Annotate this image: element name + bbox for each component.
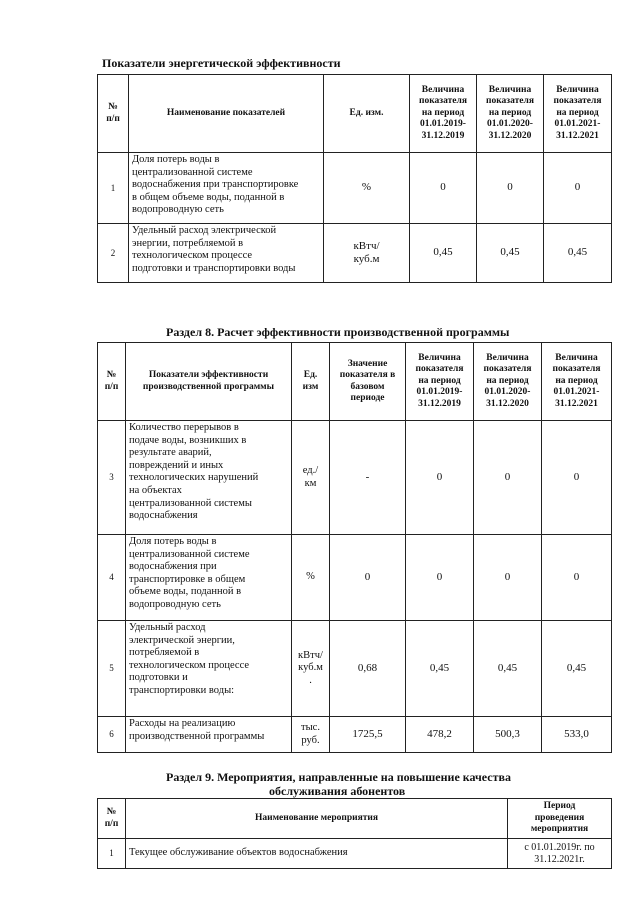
table-row [98, 621, 612, 717]
row-num: 2 [98, 224, 129, 283]
header-period: Период проведения мероприятия [508, 799, 612, 839]
table-header-row [98, 799, 612, 839]
row-unit: % [324, 153, 410, 224]
header-period-2021: Величина показателя на период 01.01.2021- 31.12.2021 [542, 343, 612, 421]
row-name: Количество перерывов в подаче воды, возникших в результате аварий, повреждений и иных технологических нарушений на объектах централизованной системы водоснабжения [126, 421, 292, 535]
table-row [98, 421, 612, 535]
row-value-2021: 0,45 [542, 621, 612, 717]
header-period-2019: Величина показателя на период 01.01.2019- 31.12.2019 [406, 343, 474, 421]
row-value-2020: 0,45 [474, 621, 542, 717]
table-row [98, 535, 612, 621]
row-value-2021: 0 [544, 153, 612, 224]
row-value-2021: 0 [542, 535, 612, 621]
row-name: Удельный расход электрической энергии, потребляемой в технологическом процессе подготовки и транспортировки воды: [126, 621, 292, 717]
header-num: № п/п [98, 75, 129, 153]
row-name: Удельный расход электрической энергии, потребляемой в технологическом процессе подготовки и транспортировки воды [129, 224, 324, 283]
row-value-2021: 0,45 [544, 224, 612, 283]
table-header-row [98, 75, 612, 153]
energy-efficiency-table [97, 74, 612, 283]
header-base-value: Значение показателя в базовом периоде [330, 343, 406, 421]
row-base-value: 0 [330, 535, 406, 621]
program-efficiency-table [97, 342, 612, 753]
row-value-2021: 0 [542, 421, 612, 535]
section9-title-line2: обслуживания абонентов [269, 784, 406, 798]
header-name: Наименование мероприятия [126, 799, 508, 839]
row-name: Доля потерь воды в централизованной системе водоснабжения при транспортировке в общем объеме воды, поданной в водопроводную сеть [126, 535, 292, 621]
row-value-2019: 478,2 [406, 717, 474, 753]
row-num: 6 [98, 717, 126, 753]
row-value-2019: 0,45 [410, 224, 477, 283]
row-value-2021: 533,0 [542, 717, 612, 753]
row-value-2020: 0,45 [477, 224, 544, 283]
row-value-2019: 0,45 [406, 621, 474, 717]
row-name: Доля потерь воды в централизованной системе водоснабжения при транспортировке в общем объеме воды, поданной в водопроводную сеть [129, 153, 324, 224]
header-unit: Ед. изм [292, 343, 330, 421]
table-row [98, 839, 612, 869]
header-name: Показатели эффективности производственной программы [126, 343, 292, 421]
header-num: № п/п [98, 343, 126, 421]
header-num: № п/п [98, 799, 126, 839]
row-num: 3 [98, 421, 126, 535]
table-row [98, 153, 612, 224]
row-base-value: - [330, 421, 406, 535]
header-period-2020: Величина показателя на период 01.01.2020- 31.12.2020 [477, 75, 544, 153]
table-header-row [98, 343, 612, 421]
row-value-2020: 0 [474, 535, 542, 621]
row-unit: % [292, 535, 330, 621]
row-num: 1 [98, 153, 129, 224]
service-quality-table [97, 798, 612, 869]
row-value-2019: 0 [406, 535, 474, 621]
row-num: 1 [98, 839, 126, 869]
row-value-2020: 0 [474, 421, 542, 535]
table-row [98, 717, 612, 753]
row-unit: ед./ км [292, 421, 330, 535]
row-value-2019: 0 [406, 421, 474, 535]
row-num: 4 [98, 535, 126, 621]
row-period: с 01.01.2019г. по 31.12.2021г. [508, 839, 612, 869]
table-row [98, 224, 612, 283]
row-name: Расходы на реализацию производственной программы [126, 717, 292, 753]
row-base-value: 0,68 [330, 621, 406, 717]
row-num: 5 [98, 621, 126, 717]
row-base-value: 1725,5 [330, 717, 406, 753]
header-period-2019: Величина показателя на период 01.01.2019- 31.12.2019 [410, 75, 477, 153]
section8-title: Раздел 8. Расчет эффективности производственной программы [166, 325, 510, 339]
header-name: Наименование показателей [129, 75, 324, 153]
row-value-2020: 500,3 [474, 717, 542, 753]
row-name: Текущее обслуживание объектов водоснабжения [126, 839, 508, 869]
header-period-2021: Величина показателя на период 01.01.2021- 31.12.2021 [544, 75, 612, 153]
row-unit: кВтч/ куб.м . [292, 621, 330, 717]
row-value-2020: 0 [477, 153, 544, 224]
row-unit: тыс. руб. [292, 717, 330, 753]
header-unit: Ед. изм. [324, 75, 410, 153]
section1-title: Показатели энергетической эффективности [102, 56, 341, 70]
header-period-2020: Величина показателя на период 01.01.2020- 31.12.2020 [474, 343, 542, 421]
row-value-2019: 0 [410, 153, 477, 224]
section9-title-line1: Раздел 9. Мероприятия, направленные на повышение качества [166, 770, 511, 784]
row-unit: кВтч/ куб.м [324, 224, 410, 283]
